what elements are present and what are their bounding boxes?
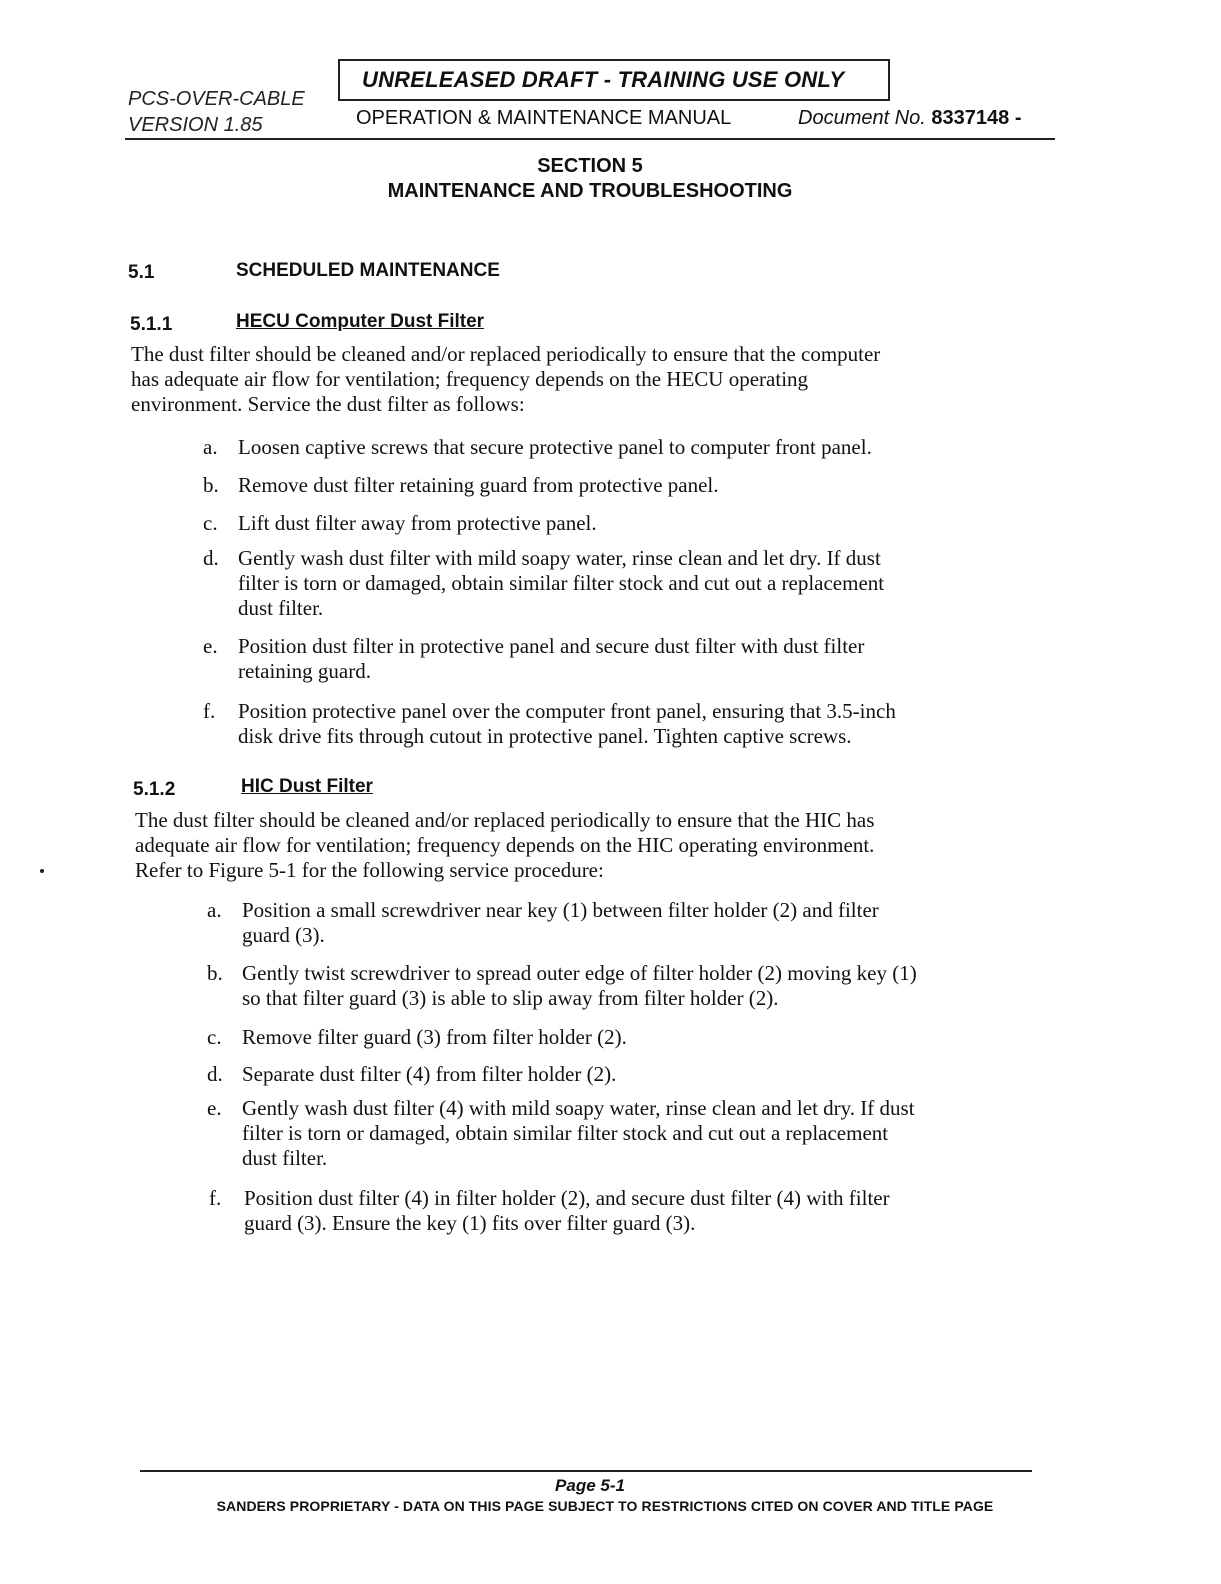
document-number xyxy=(798,107,1021,130)
manual-title: OPERATION & MAINTENANCE MANUAL xyxy=(356,107,732,129)
step-line: Remove dust filter retaining guard from protective panel. xyxy=(238,473,719,497)
step-line: so that filter guard (3) is able to slip away from filter holder (2). xyxy=(242,986,779,1010)
step-5-1-2-b xyxy=(207,961,1067,1011)
step-line: Remove filter guard (3) from filter holder (2). xyxy=(242,1025,627,1049)
step-label: d. xyxy=(207,1062,223,1086)
step-line: Gently twist screwdriver to spread outer edge of filter holder (2) moving key (1) xyxy=(242,961,917,985)
heading-5-1-1-title: HECU Computer Dust Filter xyxy=(236,311,485,332)
step-label: b. xyxy=(203,473,219,497)
paragraph-line: The dust filter should be cleaned and/or replaced periodically to ensure that the HIC has xyxy=(135,808,875,832)
step-label: c. xyxy=(203,511,218,535)
stray-mark xyxy=(40,869,44,873)
step-line: filter is torn or damaged, obtain similar filter stock and cut out a replacement xyxy=(242,1121,889,1145)
paragraph-line: has adequate air flow for ventilation; frequency depends on the HECU operating xyxy=(131,367,809,391)
step-line: Position protective panel over the computer front panel, ensuring that 3.5-inch xyxy=(238,699,896,723)
step-5-1-1-e xyxy=(203,634,1063,684)
step-line: Gently wash dust filter (4) with mild soapy water, rinse clean and let dry. If dust xyxy=(242,1096,915,1120)
step-5-1-2-d xyxy=(207,1062,1067,1087)
section-title: MAINTENANCE AND TROUBLESHOOTING xyxy=(387,180,793,202)
draft-banner-text: UNRELEASED DRAFT - TRAINING USE ONLY xyxy=(362,67,845,92)
heading-5-1-title: SCHEDULED MAINTENANCE xyxy=(236,260,500,281)
document-number-label: Document No. xyxy=(798,107,926,129)
step-5-1-1-f xyxy=(203,699,1063,749)
step-line: Separate dust filter (4) from filter holder (2). xyxy=(242,1062,617,1086)
step-line: Position a small screwdriver near key (1) between filter holder (2) and filter xyxy=(242,898,879,922)
heading-5-1-2-title: HIC Dust Filter xyxy=(241,776,373,797)
step-label: b. xyxy=(207,961,223,985)
step-5-1-1-d xyxy=(203,546,1063,621)
section-number: SECTION 5 xyxy=(537,155,643,177)
step-5-1-2-a xyxy=(207,898,1067,948)
version-label: VERSION 1.85 xyxy=(128,114,263,136)
step-label: a. xyxy=(203,435,218,459)
step-label: f. xyxy=(209,1186,222,1210)
step-line: Position dust filter in protective panel and secure dust filter with dust filter xyxy=(238,634,865,658)
draft-banner xyxy=(338,59,890,101)
page-number: Page 5-1 xyxy=(555,1476,625,1495)
step-label: d. xyxy=(203,546,219,570)
step-line: Gently wash dust filter with mild soapy water, rinse clean and let dry. If dust xyxy=(238,546,881,570)
paragraph-line: adequate air flow for ventilation; frequency depends on the HIC operating environment. xyxy=(135,833,875,857)
step-label: e. xyxy=(207,1096,222,1120)
step-5-1-1-c xyxy=(203,511,1063,536)
step-label: c. xyxy=(207,1025,222,1049)
step-line: Position dust filter (4) in filter holder (2), and secure dust filter (4) with filter xyxy=(244,1186,890,1210)
document-number-value: 8337148 - xyxy=(931,107,1022,129)
step-line: Lift dust filter away from protective panel. xyxy=(238,511,597,535)
header-rule xyxy=(125,138,1055,140)
step-label: e. xyxy=(203,634,218,658)
paragraph-line: Refer to Figure 5-1 for the following service procedure: xyxy=(135,858,604,882)
step-5-1-2-f xyxy=(209,1186,1069,1236)
step-5-1-2-e xyxy=(207,1096,1077,1171)
step-line: filter is torn or damaged, obtain similar filter stock and cut out a replacement xyxy=(238,571,885,595)
step-line: Loosen captive screws that secure protective panel to computer front panel. xyxy=(238,435,872,459)
step-line: dust filter. xyxy=(242,1146,328,1170)
paragraph-line: The dust filter should be cleaned and/or replaced periodically to ensure that the computer xyxy=(131,342,881,366)
intro-paragraph-5-1-1 xyxy=(131,342,1061,417)
step-line: guard (3). xyxy=(242,923,325,947)
paragraph-line: environment. Service the dust filter as follows: xyxy=(131,392,525,416)
heading-5-1-number: 5.1 xyxy=(128,262,155,283)
step-line: disk drive fits through cutout in protective panel. Tighten captive screws. xyxy=(238,724,852,748)
step-label: f. xyxy=(203,699,216,723)
step-label: a. xyxy=(207,898,222,922)
intro-paragraph-5-1-2 xyxy=(135,808,1065,883)
step-line: guard (3). Ensure the key (1) fits over filter guard (3). xyxy=(244,1211,696,1235)
step-5-1-1-b xyxy=(203,473,1063,498)
heading-5-1-1-number: 5.1.1 xyxy=(130,314,173,335)
step-line: retaining guard. xyxy=(238,659,371,683)
proprietary-notice: SANDERS PROPRIETARY - DATA ON THIS PAGE SUBJECT TO RESTRICTIONS CITED ON COVER AND TITLE PAGE xyxy=(216,1498,994,1514)
product-name: PCS-OVER-CABLE xyxy=(128,88,305,110)
step-line: dust filter. xyxy=(238,596,324,620)
heading-5-1-2-number: 5.1.2 xyxy=(133,779,176,800)
step-5-1-1-a xyxy=(203,435,1063,460)
footer-rule xyxy=(140,1470,1032,1472)
step-5-1-2-c xyxy=(207,1025,1067,1050)
